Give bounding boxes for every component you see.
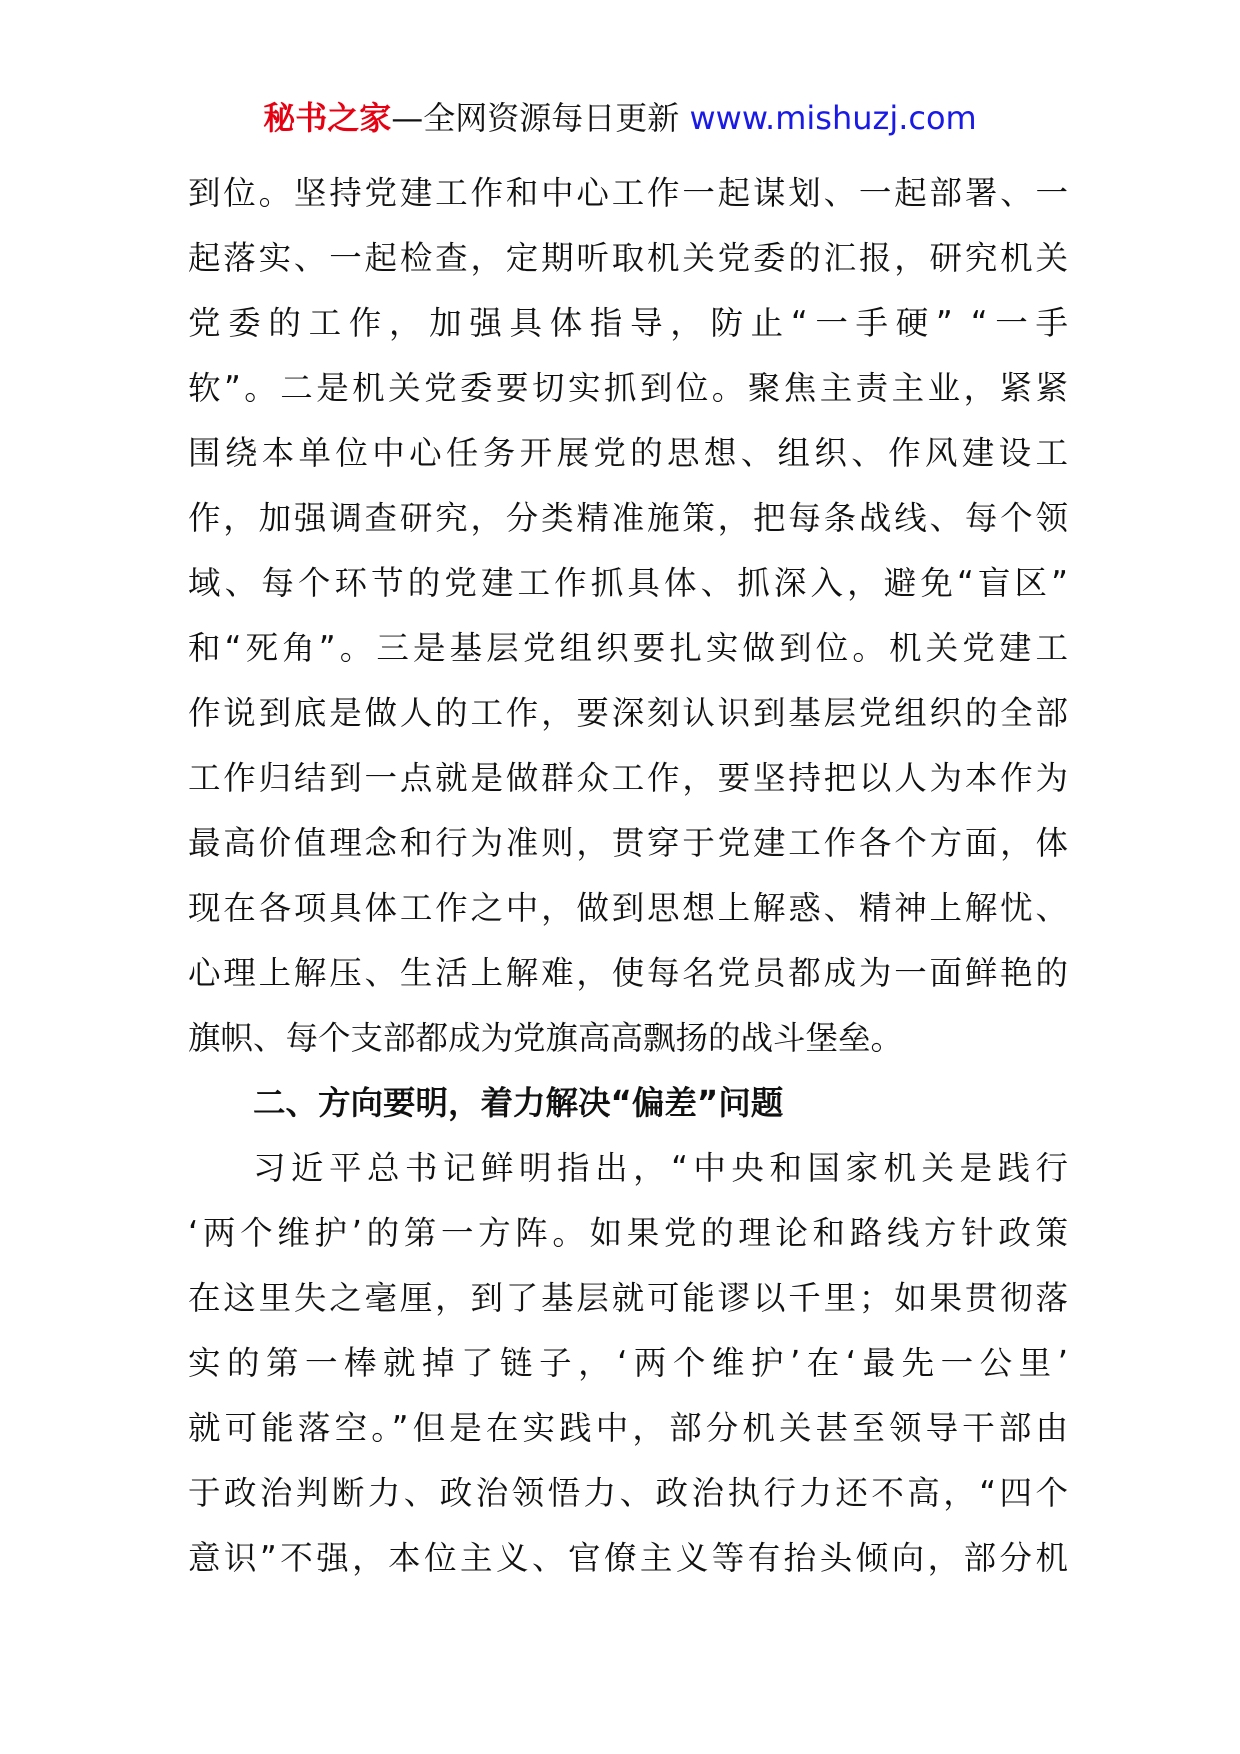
brand-name: 秘书之家 xyxy=(263,99,392,137)
site-url-link[interactable]: www.mishuzj.com xyxy=(689,99,977,137)
text-line: 意识”不强，本位主义、官僚主义等有抬头倾向，部分机 xyxy=(188,1539,1068,1577)
text-line: 工作归结到一点就是做群众工作，要坚持把以人为本作为 xyxy=(188,759,1068,797)
section-heading xyxy=(188,1071,1068,1136)
section-heading-text: 二、方向要明，着力解决“偏差”问题 xyxy=(253,1084,784,1122)
text-line: 起落实、一起检查，定期听取机关党委的汇报，研究机关 xyxy=(188,239,1068,277)
text-line: 实的第一棒就掉了链子，‘两个维护’在‘最先一公里’ xyxy=(188,1344,1068,1382)
text-line: 就可能落空。”但是在实践中，部分机关甚至领导干部由 xyxy=(188,1409,1068,1447)
site-header xyxy=(0,96,1240,140)
text-line: 作，加强调查研究，分类精准施策，把每条战线、每个领 xyxy=(188,499,1068,537)
text-line: 心理上解压、生活上解难，使每名党员都成为一面鲜艳的 xyxy=(188,954,1068,992)
text-line: 和“死角”。三是基层党组织要扎实做到位。机关党建工 xyxy=(188,629,1068,667)
text-line: 到位。坚持党建工作和中心工作一起谋划、一起部署、一 xyxy=(188,174,1068,212)
text-line: 在这里失之毫厘，到了基层就可能谬以千里；如果贯彻落 xyxy=(188,1279,1068,1317)
text-line: 最高价值理念和行为准则，贯穿于党建工作各个方面，体 xyxy=(188,824,1068,862)
text-line: 作说到底是做人的工作，要深刻认识到基层党组织的全部 xyxy=(188,694,1068,732)
header-tagline: —全网资源每日更新 xyxy=(391,99,680,137)
text-line: 习近平总书记鲜明指出，“中央和国家机关是践行 xyxy=(253,1149,1068,1187)
text-line: 现在各项具体工作之中，做到思想上解惑、精神上解忧、 xyxy=(188,889,1068,927)
text-line: ‘两个维护’的第一方阵。如果党的理论和路线方针政策 xyxy=(188,1214,1068,1252)
text-line: 域、每个环节的党建工作抓具体、抓深入，避免“盲区” xyxy=(188,564,1068,602)
text-line: 于政治判断力、政治领悟力、政治执行力还不高，“四个 xyxy=(188,1474,1068,1512)
text-line: 围绕本单位中心任务开展党的思想、组织、作风建设工 xyxy=(188,434,1068,472)
text-line: 旗帜、每个支部都成为党旗高高飘扬的战斗堡垒。 xyxy=(188,1019,904,1057)
paragraph xyxy=(188,1136,1068,1591)
paragraph xyxy=(188,161,1068,1071)
text-line: 软”。二是机关党委要切实抓到位。聚焦主责主业，紧紧 xyxy=(188,369,1068,407)
document-body xyxy=(188,161,1068,1591)
text-line: 党委的工作，加强具体指导，防止“一手硬” “一手 xyxy=(188,304,1068,342)
